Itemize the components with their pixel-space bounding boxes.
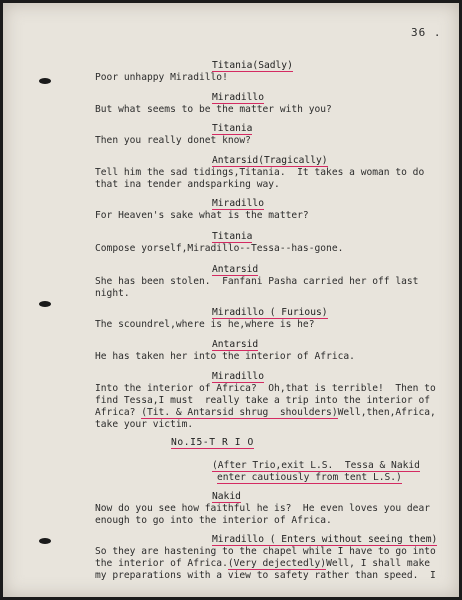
dialogue-line: Then you really donet know? <box>95 135 251 146</box>
speaker-name: Nakid <box>212 491 241 502</box>
punch-hole <box>39 301 51 307</box>
dialogue-line: She has been stolen. Fanfani Pasha carried her off last <box>95 276 419 287</box>
dialogue-line: He has taken her into the interior of Africa. <box>95 351 355 362</box>
stage-direction-underlined: (Tit. & Antarsid shrug shoulders) <box>141 407 338 418</box>
script-page <box>3 3 459 597</box>
dialogue-line: take your victim. <box>95 419 194 430</box>
dialogue-line: Compose yorself,Miradillo--Tessa--has-gone. <box>95 243 344 254</box>
stage-direction <box>95 460 445 484</box>
speaker-name: Miradillo <box>212 198 264 209</box>
dialogue-line: Poor unhappy Miradillo! <box>95 72 228 83</box>
speech-block <box>95 231 445 255</box>
dialogue-line: that ina tender andsparking way. <box>95 179 280 190</box>
speech-block <box>95 264 445 300</box>
punch-hole <box>39 538 51 544</box>
dialogue-line: find Tessa,I must really take a trip into the interior of <box>95 395 431 406</box>
speech-block <box>95 534 445 582</box>
dialogue-line: Into the interior of Africa? Oh,that is terrible! Then to <box>95 383 436 394</box>
speaker-name: Titania <box>212 123 253 134</box>
dialogue-line: Now do you see how faithful he is? He even loves you dear <box>95 503 431 514</box>
speaker-name: Antarsid(Tragically) <box>212 155 328 166</box>
musical-number <box>95 437 445 449</box>
speech-block <box>95 307 445 331</box>
number-heading: No.I5-T R I O <box>171 437 254 448</box>
dialogue-line: night. <box>95 288 130 299</box>
speaker-name: Titania(Sadly) <box>212 60 293 71</box>
direction-line: (After Trio,exit L.S. Tessa & Nakid <box>212 460 420 471</box>
speech-block <box>95 198 445 222</box>
speech-block <box>95 339 445 363</box>
dialogue-line: enough to go into the interior of Africa. <box>95 515 332 526</box>
speaker-name: Miradillo <box>212 371 264 382</box>
punch-hole <box>39 78 51 84</box>
dialogue-line: The scoundrel,where is he,where is he? <box>95 319 315 330</box>
direction-line: enter cautiously from tent L.S.) <box>217 472 402 483</box>
speaker-name: Antarsid <box>212 264 259 275</box>
speech-block <box>95 491 445 527</box>
dialogue-line: Tell him the sad tidings,Titania. It takes a woman to do <box>95 167 425 178</box>
dialogue-line: For Heaven's sake what is the matter? <box>95 210 309 221</box>
dialogue-line: the interior of Africa.(Very dejectedly)Well, I shall make <box>95 558 431 569</box>
dialogue-line: Africa? (Tit. & Antarsid shrug shoulders)Well,then,Africa, <box>95 407 436 418</box>
page-number: 36 . <box>411 26 442 39</box>
dialogue-line: So they are hastening to the chapel while I have to go into <box>95 546 436 557</box>
speech-block <box>95 92 445 116</box>
speech-block <box>95 155 445 191</box>
speaker-name: Miradillo ( Furious) <box>212 307 328 318</box>
speaker-name: Titania <box>212 231 253 242</box>
dialogue-line: my preparations with a view to safety rather than speed. I <box>95 570 436 581</box>
dialogue-line: But what seems to be the matter with you? <box>95 104 332 115</box>
speech-block <box>95 123 445 147</box>
speaker-name: Miradillo ( Enters without seeing them) <box>212 534 438 545</box>
speech-block <box>95 60 445 84</box>
speech-block <box>95 371 445 431</box>
speaker-name: Antarsid <box>212 339 259 350</box>
stage-direction-underlined: (Very dejectedly) <box>227 558 327 569</box>
speaker-name: Miradillo <box>212 92 264 103</box>
